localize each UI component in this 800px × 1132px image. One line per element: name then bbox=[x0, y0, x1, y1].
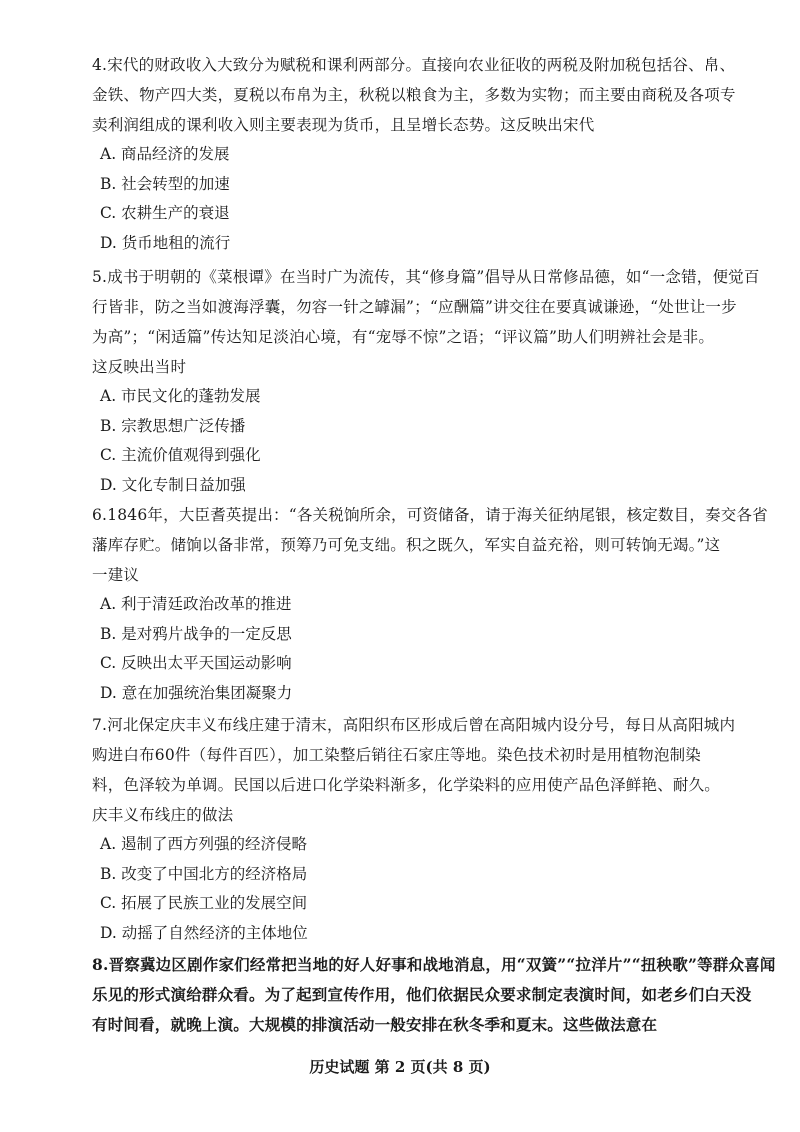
stem-line: 为高”；“闲适篇”传达知足淡泊心境，有“宠辱不惊”之语；“评议篇”助人们明辨社会是非。 bbox=[92, 328, 715, 346]
page-footer: 历史试题 第 2 页(共 8 页) bbox=[309, 1058, 491, 1076]
question-stem bbox=[92, 262, 760, 382]
option-c: C. 主流价值观得到强化 bbox=[100, 446, 261, 465]
question-stem bbox=[92, 50, 736, 140]
question-4 bbox=[92, 50, 736, 259]
stem-line: 8.晋察冀边区剧作家们经常把当地的好人好事和战地消息，用“双簧”“拉洋片”“扭秧歌”等群众喜闻 bbox=[92, 955, 776, 974]
stem-line: 6.1846年，大臣耆英提出：“各关税饷所余，可资储备，请于海关征纳尾银，核定数目，奏交各省 bbox=[92, 506, 768, 524]
question-8 bbox=[92, 950, 776, 1040]
stem-line: 庆丰义布线庄的做法 bbox=[92, 806, 234, 824]
stem-line: 4.宋代的财政收入大致分为赋税和课利两部分。直接向农业征收的两税及附加税包括谷、帛、 bbox=[92, 56, 736, 74]
option-a: A. 利于清廷政治改革的推进 bbox=[100, 595, 292, 613]
stem-line: 有时间看，就晚上演。大规模的排演活动一般安排在秋冬季和夏末。这些做法意在 bbox=[92, 1015, 658, 1034]
stem-line: 料，色泽较为单调。民国以后进口化学染料渐多，化学染料的应用使产品色泽鲜艳、耐久。 bbox=[92, 776, 721, 794]
question-stem bbox=[92, 950, 776, 1040]
question-5 bbox=[92, 262, 760, 501]
stem-line: 乐见的形式演给群众看。为了起到宣传作用，他们依据民众要求制定表演时间，如老乡们白天没 bbox=[92, 985, 752, 1004]
stem-line: 5.成书于明朝的《菜根谭》在当时广为流传，其“修身篇”倡导从日常修品德，如“一念错，便觉百 bbox=[92, 268, 760, 286]
stem-line: 卖利润组成的课利收入则主要表现为货币，且呈增长态势。这反映出宋代 bbox=[92, 116, 595, 134]
question-6 bbox=[92, 500, 768, 709]
question-stem bbox=[92, 710, 736, 830]
stem-line: 金铁、物产四大类，夏税以布帛为主，秋税以粮食为主，多数为实物；而主要由商税及各项专 bbox=[92, 86, 736, 104]
option-b: B. 宗教思想广泛传播 bbox=[100, 416, 246, 435]
stem-line: 一建议 bbox=[92, 566, 140, 584]
stem-line: 购进白布60件（每件百匹），加工染整后销往石家庄等地。染色技术初时是用植物泡制染 bbox=[92, 746, 701, 764]
question-7 bbox=[92, 710, 736, 949]
option-c: C. 农耕生产的衰退 bbox=[100, 204, 230, 223]
option-b: B. 是对鸦片战争的一定反思 bbox=[100, 624, 292, 643]
option-d: D. 动摇了自然经济的主体地位 bbox=[100, 924, 308, 943]
stem-line: 藩库存贮。储饷以备非常，预筹乃可免支绌。积之既久，军实自益充裕，则可转饷无竭。”这 bbox=[92, 536, 721, 554]
option-a: A. 市民文化的蓬勃发展 bbox=[100, 387, 261, 405]
option-c: C. 反映出太平天国运动影响 bbox=[100, 654, 292, 673]
option-d: D. 货币地租的流行 bbox=[100, 234, 231, 253]
option-a: A. 遏制了西方列强的经济侵略 bbox=[100, 835, 308, 853]
option-b: B. 社会转型的加速 bbox=[100, 174, 230, 193]
stem-line: 这反映出当时 bbox=[92, 358, 187, 376]
question-stem bbox=[92, 500, 768, 590]
option-b: B. 改变了中国北方的经济格局 bbox=[100, 864, 308, 883]
option-d: D. 意在加强统治集团凝聚力 bbox=[100, 684, 293, 703]
option-c: C. 拓展了民族工业的发展空间 bbox=[100, 894, 308, 913]
stem-line: 行皆非，防之当如渡海浮囊，勿容一针之罅漏”；“应酬篇”讲交往在要真诚谦逊，“处世让一步 bbox=[92, 298, 737, 316]
option-a: A. 商品经济的发展 bbox=[100, 145, 230, 163]
stem-line: 7.河北保定庆丰义布线庄建于清末，高阳织布区形成后曾在高阳城内设分号，每日从高阳城内 bbox=[92, 716, 736, 734]
option-d: D. 文化专制日益加强 bbox=[100, 476, 246, 495]
